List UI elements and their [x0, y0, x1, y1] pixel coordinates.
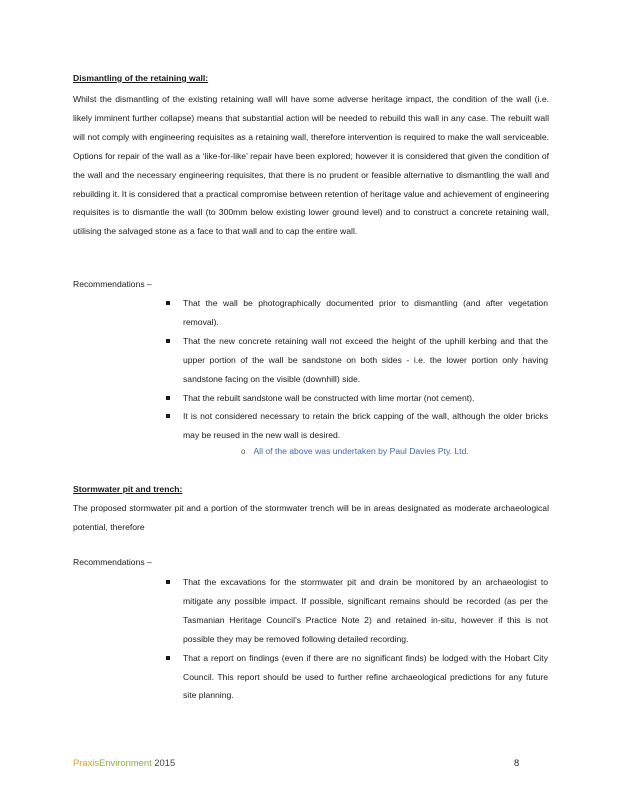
- bullet-square-icon: [166, 301, 170, 305]
- bullet-square-icon: [166, 656, 170, 660]
- circle-bullet-icon: o: [241, 447, 246, 456]
- retaining-wall-recommendations: [164, 294, 548, 445]
- stormwater-recommendations: [164, 573, 548, 705]
- list-item: That the new concrete retaining wall not exceed the height of the uphill kerbing and that the upper portion of the wall be sandstone on both sides - i.e. the lower portion only having sandstone facing on the visible (downhill) side.: [164, 332, 548, 389]
- stormwater-paragraph: The proposed stormwater pit and a portion of the stormwater trench will be in areas designated as moderate archaeological potential, therefore: [73, 503, 549, 532]
- bullet-square-icon: [166, 580, 170, 584]
- recommendations-label: Recommendations –: [73, 279, 152, 289]
- list-item: That a report on findings (even if there are no significant finds) be lodged with the Hobart City Council. This report should be used to further refine archaeological predictions for any future site planning.: [164, 649, 548, 706]
- bullet-square-icon: [166, 339, 170, 343]
- page-number: 8: [514, 757, 520, 768]
- bullet-square-icon: [166, 396, 170, 400]
- list-item: That the excavations for the stormwater pit and drain be monitored by an archaeologist to mitigate any possible impact. If possible, significant remains should be recorded (as per the Tasmanian Heritage Council’s Practice Note 2) and retained in-situ, however if this is not possible they may be removed following detailed recording.: [164, 573, 548, 649]
- list-item: That the rebuilt sandstone wall be constructed with lime mortar (not cement).: [164, 389, 548, 408]
- retaining-wall-paragraph: Whilst the dismantling of the existing retaining wall will have some adverse heritage impact, the condition of the wall (i.e. likely imminent further collapse) means that substantial action will be needed to rebuild this wall in any case. The rebuilt wall will not comply with engineering requisites as a retaining wall, therefore intervention is required to make the wall serviceable. Options for repair of the wall as a ‘like-for-like’ repair have been explored; however it is considered that given the condition of the wall and the necessary engineering requisites, that there is no prudent or feasible alternative to dismantling the wall and rebuilding it. It is considered that a practical compromise between retention of heritage value and achievement of engineering requisites is to dismantle the wall (to 300mm below existing lower ground level) and to construct a concrete retaining wall, utilising the salvaged stone as a face to that wall and to cap the entire wall.: [73, 94, 549, 237]
- recommendations-label: Recommendations –: [73, 557, 152, 567]
- section-heading-stormwater: Stormwater pit and trench:: [73, 484, 183, 494]
- list-item: That the wall be photographically documented prior to dismantling (and after vegetation removal).: [164, 294, 548, 332]
- footer-brand: PraxisEnvironment 2015: [73, 757, 176, 768]
- section-heading-retaining-wall: Dismantling of the retaining wall:: [73, 73, 209, 83]
- bullet-square-icon: [166, 414, 170, 418]
- list-item: It is not considered necessary to retain the brick capping of the wall, although the older bricks may be reused in the new wall is desired.: [164, 407, 548, 445]
- completion-note: o All of the above was undertaken by Paul Davies Pty. Ltd.: [241, 446, 469, 456]
